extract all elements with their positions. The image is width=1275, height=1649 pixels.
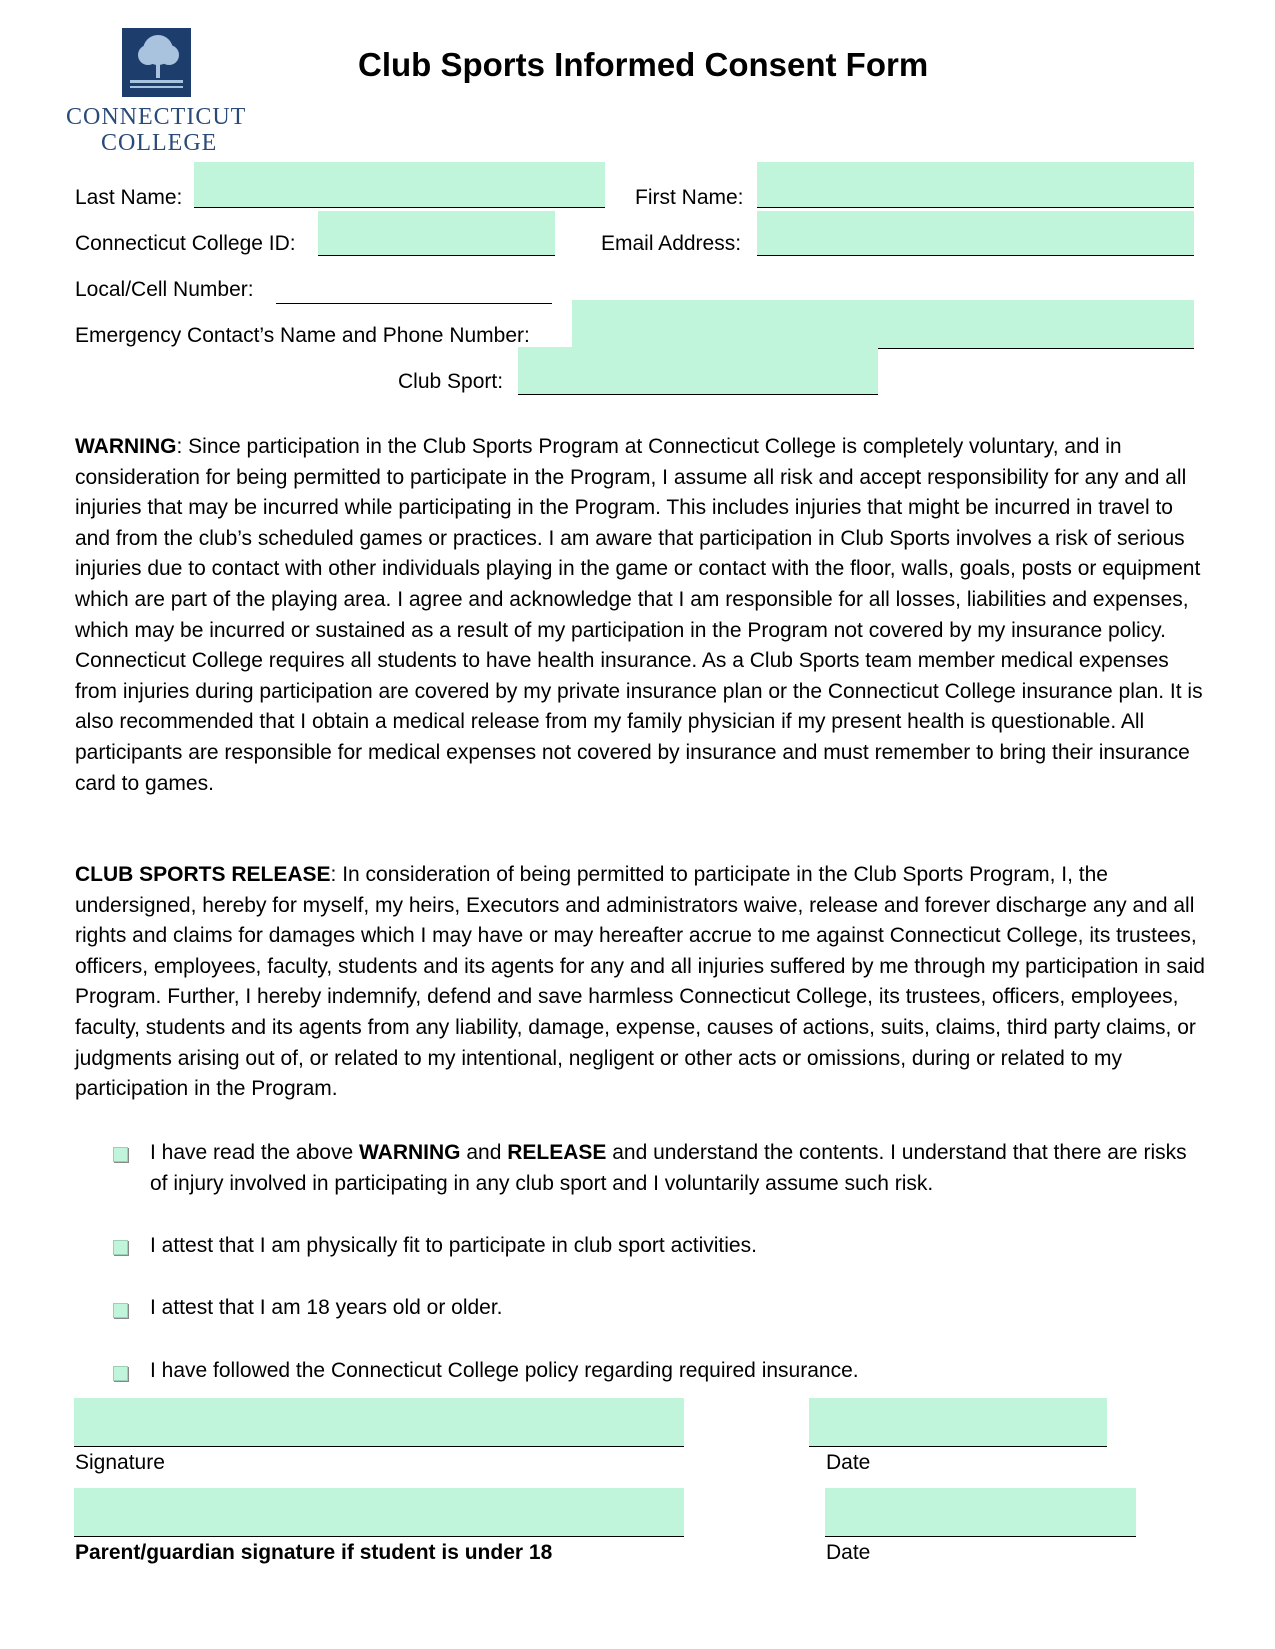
parent-date-field[interactable]: [825, 1488, 1136, 1537]
ack-warning-bold: WARNING: [359, 1141, 461, 1164]
release-paragraph: [75, 860, 1205, 1105]
signature-field[interactable]: [74, 1398, 684, 1447]
first-name-field[interactable]: [757, 162, 1194, 208]
warning-body: : Since participation in the Club Sports Program at Connecticut College is completely voluntary, and in consideration for being permitted to participate in the Program, I assume all risk and accept responsibility for any and all injuries that may be incurred while participating in the Program. This includes injuries that might be incurred in travel to and from the club’s scheduled games or practices. I am aware that participation in Club Sports involves a risk of serious injuries due to contact with other individuals playing in the game or contact with the floor, walls, goals, posts or equipment which are part of the playing area. I agree and acknowledge that I am responsible for all losses, liabilities and expenses, which may be incurred or sustained as a result of my participation in the Program not covered by my insurance policy. Connecticut College requires all students to have health insurance. As a Club Sports team member medical expenses from injuries during participation are covered by my private insurance plan or the Connecticut College insurance plan. It is also recommended that I obtain a medical release from my family physician if my present health is questionable. All participants are responsible for medical expenses not covered by insurance and must remember to bring their insurance card to games.: [75, 435, 1203, 795]
parent-signature-label: Parent/guardian signature if student is under 18: [75, 1541, 553, 1564]
college-id-field[interactable]: [318, 211, 555, 256]
email-field[interactable]: [757, 211, 1194, 256]
logo-line-1: CONNECTICUT: [66, 104, 247, 130]
parent-signature-field[interactable]: [74, 1488, 684, 1537]
college-logo-emblem: [122, 28, 191, 97]
club-sport-field[interactable]: [518, 347, 878, 395]
last-name-field[interactable]: [194, 162, 605, 208]
club-sport-label: Club Sport:: [398, 370, 504, 393]
insurance-text: I have followed the Connecticut College policy regarding required insurance.: [150, 1359, 859, 1382]
warning-paragraph: [75, 432, 1205, 799]
warning-heading: WARNING: [75, 435, 177, 458]
ack-text-part: I have read the above: [150, 1141, 359, 1164]
email-label: Email Address:: [601, 232, 742, 255]
signature-label: Signature: [75, 1451, 165, 1474]
phone-label: Local/Cell Number:: [75, 278, 254, 301]
ack-text-part: and understand the contents. I understand that there are risks of injury involved in participating in any club sport and I voluntarily assume such risk.: [150, 1141, 1187, 1195]
date-label: Date: [826, 1451, 871, 1474]
acknowledge-text: [150, 1138, 1200, 1199]
emergency-contact-field[interactable]: [572, 300, 1194, 349]
ack-text-part: and: [460, 1141, 508, 1164]
parent-date-label: Date: [826, 1541, 871, 1564]
college-id-label: Connecticut College ID:: [75, 232, 296, 255]
age-text: I attest that I am 18 years old or older.: [150, 1296, 503, 1319]
release-heading: CLUB SPORTS RELEASE: [75, 863, 331, 886]
release-body: : In consideration of being permitted to participate in the Club Sports Program, I, the undersigned, hereby for myself, my heirs, Executors and administrators waive, release and forever discharge any and all rights and claims for damages which I may have or may hereafter accrue to me against Connecticut College, its trustees, officers, employees, faculty, students and its agents for any and all injuries suffered by me through my participation in said Program. Further, I hereby indemnify, defend and save harmless Connecticut College, its trustees, officers, employees, faculty, students and its agents from any liability, damage, expense, causes of actions, suits, claims, third party claims, or judgments arising out of, or related to my intentional, negligent or other acts or omissions, during or related to my participation in the Program.: [75, 863, 1205, 1101]
physically-fit-text: I attest that I am physically fit to participate in club sport activities.: [150, 1234, 757, 1257]
acknowledge-checkbox[interactable]: [113, 1147, 128, 1162]
physically-fit-checkbox[interactable]: [113, 1240, 128, 1255]
ack-release-bold: RELEASE: [507, 1141, 607, 1164]
last-name-label: Last Name:: [75, 186, 183, 209]
logo-line-2: COLLEGE: [101, 130, 218, 156]
age-checkbox[interactable]: [113, 1303, 128, 1318]
phone-field[interactable]: [276, 262, 552, 304]
first-name-label: First Name:: [635, 186, 744, 209]
date-field[interactable]: [809, 1398, 1107, 1447]
form-title: Club Sports Informed Consent Form: [358, 46, 929, 83]
emergency-contact-label: Emergency Contact’s Name and Phone Number:: [75, 324, 530, 347]
insurance-checkbox[interactable]: [113, 1366, 128, 1381]
